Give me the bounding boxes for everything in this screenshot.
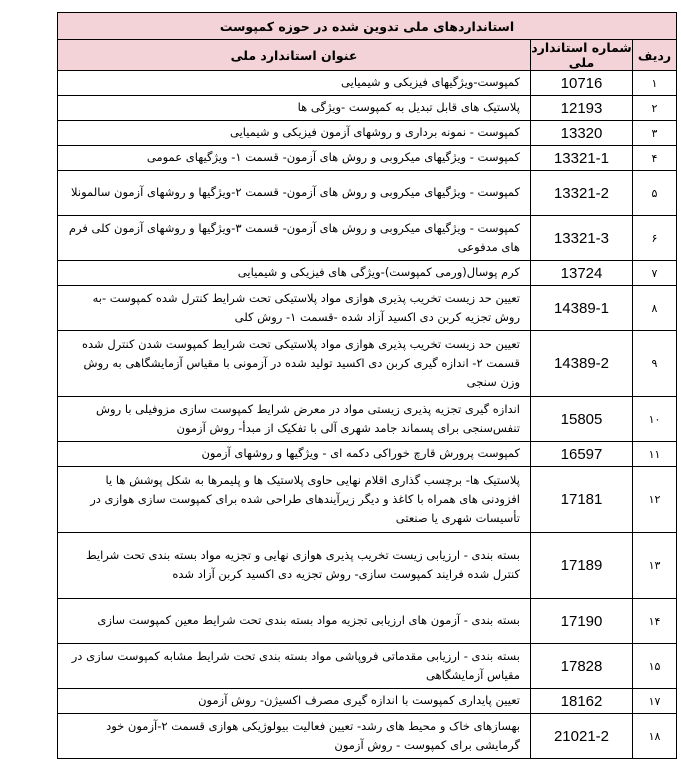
- row-index: ۱۳: [633, 533, 677, 599]
- row-title: کمپوست-ویژگیهای فیزیکی و شیمیایی: [58, 71, 531, 96]
- row-number: 13320: [531, 121, 633, 146]
- row-number: 17189: [531, 533, 633, 599]
- table-row: [58, 689, 677, 714]
- row-index: ۸: [633, 286, 677, 331]
- row-title: بهسازهای خاک و محیط های رشد- تعیین فعالیت بیولوژیکی هوازی قسمت ۲-آزمون خود گرمایشی برای کمپوست - روش آزمون: [58, 714, 531, 759]
- row-number: 21021-2: [531, 714, 633, 759]
- table-row: [58, 644, 677, 689]
- row-number: 10716: [531, 71, 633, 96]
- table-row: [58, 96, 677, 121]
- row-number: 18162: [531, 689, 633, 714]
- row-index: ۷: [633, 261, 677, 286]
- row-index: ۶: [633, 216, 677, 261]
- row-title: تعیین حد زیست تخریب پذیری هوازی مواد پلاستیکی تحت شرایط کنترل شده کمپوست -به روش تجزیه کربن دی اکسید آزاد شده -قسمت ۱- روش کلی: [58, 286, 531, 331]
- row-index: ۱: [633, 71, 677, 96]
- table-row: [58, 397, 677, 442]
- standards-table: [57, 12, 677, 759]
- table-row: [58, 286, 677, 331]
- row-number: 17181: [531, 467, 633, 533]
- table-row: [58, 331, 677, 397]
- row-title: بسته بندی - ارزیابی مقدماتی فروپاشی مواد بسته بندی تحت شرایط مشابه کمپوست سازی در مقیاس آزمایشگاهی: [58, 644, 531, 689]
- row-index: ۱۰: [633, 397, 677, 442]
- row-title: تعیین حد زیست تخریب پذیری هوازی مواد پلاستیکی تحت شرایط کمپوست شدن کنترل شده قسمت ۲- اندازه گیری کربن دی اکسید تولید شده در آزمونی با مقیاس آزمایشگاهی به روش وزن سنجی: [58, 331, 531, 397]
- standards-table-container: [57, 12, 677, 759]
- row-number: 13321-2: [531, 171, 633, 216]
- table-row: [58, 71, 677, 96]
- row-number: 12193: [531, 96, 633, 121]
- row-index: ۱۴: [633, 599, 677, 644]
- row-number: 17190: [531, 599, 633, 644]
- header-number: شماره استاندارد ملی: [531, 40, 632, 70]
- row-index: ۱۲: [633, 467, 677, 533]
- row-number: 13724: [531, 261, 633, 286]
- row-title: کمپوست - نمونه برداری و روشهای آزمون فیزیکی و شیمیایی: [58, 121, 531, 146]
- row-index: ۱۷: [633, 689, 677, 714]
- table-row: [58, 216, 677, 261]
- row-number: 15805: [531, 397, 633, 442]
- row-number: 17828: [531, 644, 633, 689]
- row-title: کمپوست پرورش قارچ خوراکی دکمه ای - ویژگیها و روشهای آزمون: [58, 442, 531, 467]
- row-index: ۹: [633, 331, 677, 397]
- row-title: کمپوست - ویژگیهای میکروبی و روش های آزمون- قسمت ۱- ویژگیهای عمومی: [58, 146, 531, 171]
- table-row: [58, 533, 677, 599]
- row-title: پلاستیک ها- برچسب گذاری اقلام نهایی حاوی پلاستیک ها و پلیمرها به شکل پوشش ها یا افزودنی های همراه با کاغذ و دیگر زیرآیندهای طراحی شده برای کمپوست سازی هوازی در تأسیسات شهری یا صنعتی: [58, 467, 531, 533]
- header-index: ردیف: [633, 40, 677, 71]
- table-row: [58, 714, 677, 759]
- row-number: 13321-3: [531, 216, 633, 261]
- row-title: بسته بندی - ارزیابی زیست تخریب پذیری هوازی نهایی و تجزیه مواد بسته بندی تحت شرایط کنترل شده فرایند کمپوست سازی- روش تجزیه دی اکسید کربن آزاد شده: [58, 533, 531, 599]
- table-row: [58, 467, 677, 533]
- row-title: اندازه گیری تجزیه پذیری زیستی مواد در معرض شرایط کمپوست سازی مزوفیلی با روش تنفس‌سنجی برای پسماند جامد شهری آلی با تفکیک از مبدأ- روش آزمون: [58, 397, 531, 442]
- row-index: ۴: [633, 146, 677, 171]
- row-index: ۱۵: [633, 644, 677, 689]
- row-number: 13321-1: [531, 146, 633, 171]
- row-index: ۱۸: [633, 714, 677, 759]
- table-row: [58, 442, 677, 467]
- row-title: کمپوست - ویژگیهای میکروبی و روش های آزمون- قسمت ۲-ویژگیها و روشهای آزمون سالمونلا: [58, 171, 531, 216]
- row-index: ۱۱: [633, 442, 677, 467]
- table-row: [58, 121, 677, 146]
- table-row: [58, 171, 677, 216]
- row-title: بسته بندی - آزمون های ارزیابی تجزیه مواد بسته بندی تحت شرایط معین کمپوست سازی: [58, 599, 531, 644]
- header-title: عنوان استاندارد ملی: [58, 40, 531, 71]
- row-number: 14389-1: [531, 286, 633, 331]
- row-index: ۲: [633, 96, 677, 121]
- row-title: پلاستیک های قابل تبدیل به کمپوست -ویژگی ها: [58, 96, 531, 121]
- table-row: [58, 261, 677, 286]
- row-number: 14389-2: [531, 331, 633, 397]
- row-index: ۵: [633, 171, 677, 216]
- row-title: کمپوست - ویژگیهای میکروبی و روش های آزمون- قسمت ۳-ویژگیها و روشهای آزمون کلی فرم های مدفوعی: [58, 216, 531, 261]
- row-index: ۳: [633, 121, 677, 146]
- row-title: تعیین پایداری کمپوست با اندازه گیری مصرف اکسیژن- روش آزمون: [58, 689, 531, 714]
- row-title: کرم پوسال(ورمی کمپوست)-ویژگی های فیزیکی و شیمیایی: [58, 261, 531, 286]
- row-number: 16597: [531, 442, 633, 467]
- table-row: [58, 146, 677, 171]
- table-row: [58, 599, 677, 644]
- table-title: استانداردهای ملی تدوین شده در حوزه کمپوست: [58, 13, 677, 40]
